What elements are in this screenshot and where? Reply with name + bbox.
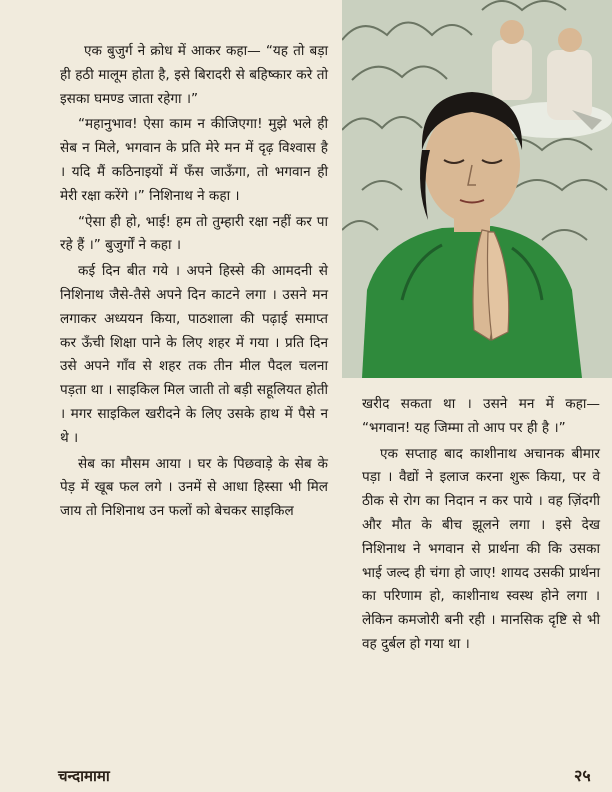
praying-man-illustration: [342, 0, 612, 378]
paragraph: “महानुभाव! ऐसा काम न कीजिएगा! मुझे भले ही सेब न मिले, भगवान के प्रति मेरे मन में दृढ़ विश्वास है । यदि मैं कठिनाइयों में फँस जाऊँगा, तो भगवान ही मेरी रक्षा करेंगे ।” निशिनाथ ने कहा ।: [60, 116, 328, 204]
paragraph: एक सप्ताह बाद काशीनाथ अचानक बीमार पड़ा । वैद्यों ने इलाज करना शुरू किया, पर वे ठीक से रोग का निदान न कर पाये । वह ज़िंदगी और मौत के बीच झूलने लगा । इसे देख निशिनाथ ने भगवान से प्रार्थना की कि उसका भाई जल्द ही चंगा हो जाए! शायद उसकी प्रार्थना का परिणाम हो, काशीनाथ स्वस्थ होने लगा । लेकिन कमजोरी बनी रही । मानसिक दृष्टि से भी वह दुर्बल हो गया था ।: [362, 445, 600, 652]
right-text-column: [362, 393, 600, 659]
paragraph: “ऐसा ही हो, भाई! हम तो तुम्हारी रक्षा नहीं कर पा रहे हैं ।” बुजुर्गों ने कहा ।: [60, 213, 328, 254]
page-number: २५: [574, 766, 591, 785]
paragraph: एक बुजुर्ग ने क्रोध में आकर कहा— “यह तो बड़ा ही हठी मालूम होता है, इसे बिरादरी से बहिष्कार करे तो इसका घमण्ड जाता रहेगा ।”: [60, 43, 328, 107]
magazine-name: चन्दामामा: [58, 767, 110, 785]
paragraph: सेब का मौसम आया । घर के पिछवाड़े के सेब के पेड़ में खूब फल लगे । उनमें से आधा हिस्सा भी मिल जाय तो निशिनाथ उन फलों को बेचकर साइकिल: [60, 455, 328, 520]
paragraph: खरीद सकता था । उसने मन में कहा— “भगवान! यह जिम्मा तो आप पर ही है ।”: [362, 396, 600, 436]
paragraph: कई दिन बीत गये । अपने हिस्से की आमदनी से निशिनाथ जैसे-तैसे अपने दिन काटने लगा । उसने मन लगाकर अध्ययन किया, पाठशाला की पढ़ाई समाप्त कर ऊँची शिक्षा पाने के लिए शहर में गया । प्रति दिन उसे अपने गाँव से शहर तक तीन मील पैदल चलना पड़ता था । साइकिल मिल जाती तो बड़ी सहूलियत होती । मगर साइकिल खरीदने के लिए उसके हाथ में पैसे न थे ।: [60, 263, 328, 446]
left-text-column: [60, 40, 328, 526]
